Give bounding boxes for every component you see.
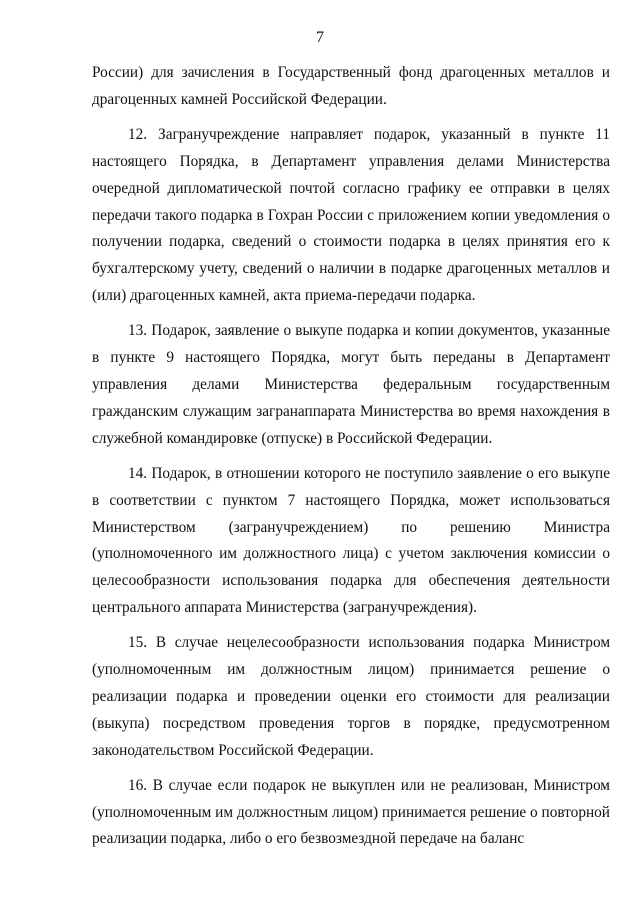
paragraph-16: 16. В случае если подарок не выкуплен или не реализован, Министром (уполномоченным им должностным лицом) принимается решение о повторной реализации подарка, либо о его безвозмездной передаче на баланс: [92, 776, 610, 848]
paragraph-15: 15. В случае нецелесообразности использования подарка Министром (уполномоченным им должностным лицом) принимается решение о реализации подарка и проведении оценки его стоимости для реализации (выкупа) посредством проведения торгов в порядке, предусмотренном законодательством Российской Федерации.: [92, 634, 610, 759]
paragraph-14: 14. Подарок, в отношении которого не поступило заявление о его выкупе в соответствии с пунктом 7 настоящего Порядка, может использоваться Министерством (загранучреждением) по решению Министра (уполномоченного им должностного лица) с учетом заключения комиссии о целесообразности использования подарка для обеспечения деятельности центрального аппарата Министерства (загранучреждения).: [92, 464, 610, 617]
document-body: [92, 60, 610, 861]
paragraph-13: 13. Подарок, заявление о выкупе подарка и копии документов, указанные в пункте 9 настоящего Порядка, могут быть переданы в Департамент управления делами Министерства федеральным государственным гражданским служащим загранаппарата Министерства во время нахождения в служебной командировке (отпуске) в Российской Федерации.: [92, 322, 610, 447]
paragraph-12: 12. Загранучреждение направляет подарок, указанный в пункте 11 настоящего Порядка, в Департамент управления делами Министерства очередной дипломатической почтой согласно графику ее отправки в целях передачи такого подарка в Гохран России с приложением копии уведомления о получении подарка, сведений о стоимости подарка в целях принятия его к бухгалтерскому учету, сведений о наличии в подарке драгоценных металлов и (или) драгоценных камней, акта приема-передачи подарка.: [92, 125, 610, 305]
paragraph-continuation: России) для зачисления в Государственный фонд драгоценных металлов и драгоценных камней Российской Федерации.: [92, 64, 610, 108]
page-number: 7: [316, 29, 324, 46]
